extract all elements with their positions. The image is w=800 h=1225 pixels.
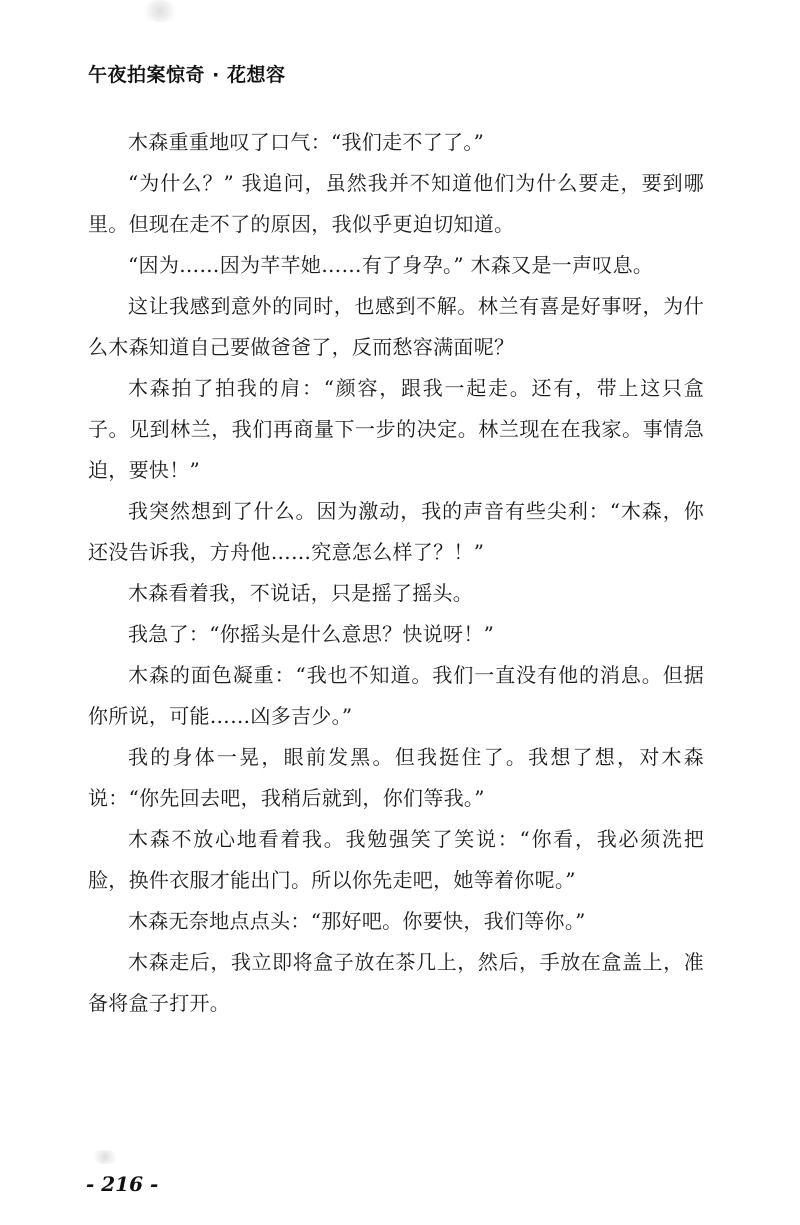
paragraph: “因为……因为芊芊她……有了身孕。” 木森又是一声叹息。 [128, 253, 654, 277]
paragraph: 我的身体一晃，眼前发黑。但我挺住了。我想了想，对木森说：“你先回去吧，我稍后就到，你们等我。” [88, 745, 704, 810]
paragraph: “为什么？” 我追问，虽然我并不知道他们为什么要走，要到哪里。但现在走不了的原因，我似乎更迫切知道。 [88, 171, 704, 236]
paragraph: 木森无奈地点点头：“那好吧。你要快，我们等你。” [128, 909, 586, 933]
paragraph: 木森看着我，不说话，只是摇了摇头。 [128, 581, 474, 605]
page-number: - 216 - [86, 1172, 159, 1196]
body-text [88, 122, 704, 1024]
running-header: 午夜拍案惊奇 · 花想容 [88, 64, 286, 86]
paragraph: 我突然想到了什么。因为激动，我的声音有些尖利：“木森，你还没告诉我，方舟他……究意怎么样了？！” [88, 499, 704, 564]
paragraph: 木森的面色凝重：“我也不知道。我们一直没有他的消息。但据你所说，可能……凶多吉少。” [88, 663, 704, 728]
paragraph: 木森走后，我立即将盒子放在茶几上，然后，手放在盒盖上，准备将盒子打开。 [88, 950, 704, 1015]
paragraph: 木森重重地叹了口气：“我们走不了了。” [128, 130, 485, 154]
paragraph: 我急了：“你摇头是什么意思？快说呀！” [128, 622, 495, 646]
paragraph: 木森拍了拍我的肩：“颜容，跟我一起走。还有，带上这只盒子。见到林兰，我们再商量下一步的决定。林兰现在在我家。事情急迫，要快！” [88, 376, 704, 482]
paragraph: 木森不放心地看着我。我勉强笑了笑说：“你看，我必须洗把脸，换件衣服才能出门。所以你先走吧，她等着你呢。” [88, 827, 704, 892]
scan-smudge [140, 0, 180, 22]
paragraph: 这让我感到意外的同时，也感到不解。林兰有喜是好事呀，为什么木森知道自己要做爸爸了，反而愁容满面呢？ [88, 294, 704, 359]
scan-smudge [90, 1150, 120, 1164]
